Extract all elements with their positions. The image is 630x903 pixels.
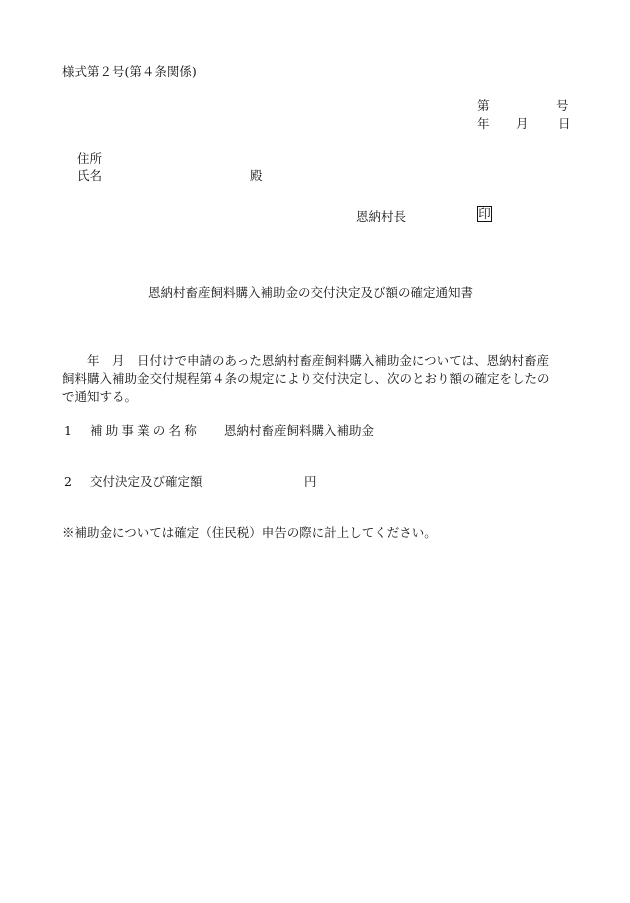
- address-label: 住所: [77, 151, 103, 166]
- item-1-number: 1: [64, 423, 72, 438]
- footnote: ※補助金については確定（住民税）申告の際に計上してください。: [62, 525, 437, 540]
- body-line: 年 月 日付けで申請のあった恩納村畜産飼料購入補助金については、恩納村畜産: [62, 353, 550, 368]
- body-line: で通知する。: [62, 389, 138, 404]
- item-2-unit: 円: [304, 474, 317, 489]
- item-1-value: 恩納村畜産飼料購入補助金: [224, 423, 375, 438]
- document-number-prefix: 第: [477, 98, 490, 113]
- date-year: 年: [477, 116, 490, 131]
- honorific: 殿: [250, 168, 263, 183]
- item-2-label: 交付決定及び確定額: [90, 474, 203, 489]
- issuer-title: 恩納村長: [356, 209, 407, 224]
- form-number-label: 様式第２号(第４条関係): [62, 64, 197, 79]
- date-month: 月: [516, 116, 529, 131]
- name-label: 氏名: [77, 168, 103, 183]
- item-2-number: 2: [64, 474, 72, 489]
- document-number-suffix: 号: [556, 98, 569, 113]
- item-1-label: 補助事業の名称: [90, 423, 200, 438]
- seal-stamp: 印: [478, 205, 491, 221]
- body-line: 飼料購入補助金交付規程第４条の規定により交付決定し、次のとおり額の確定をしたの: [62, 371, 550, 386]
- body-paragraph: [62, 352, 582, 406]
- document-title: 恩納村畜産飼料購入補助金の交付決定及び額の確定通知書: [148, 285, 474, 300]
- date-day: 日: [558, 116, 571, 131]
